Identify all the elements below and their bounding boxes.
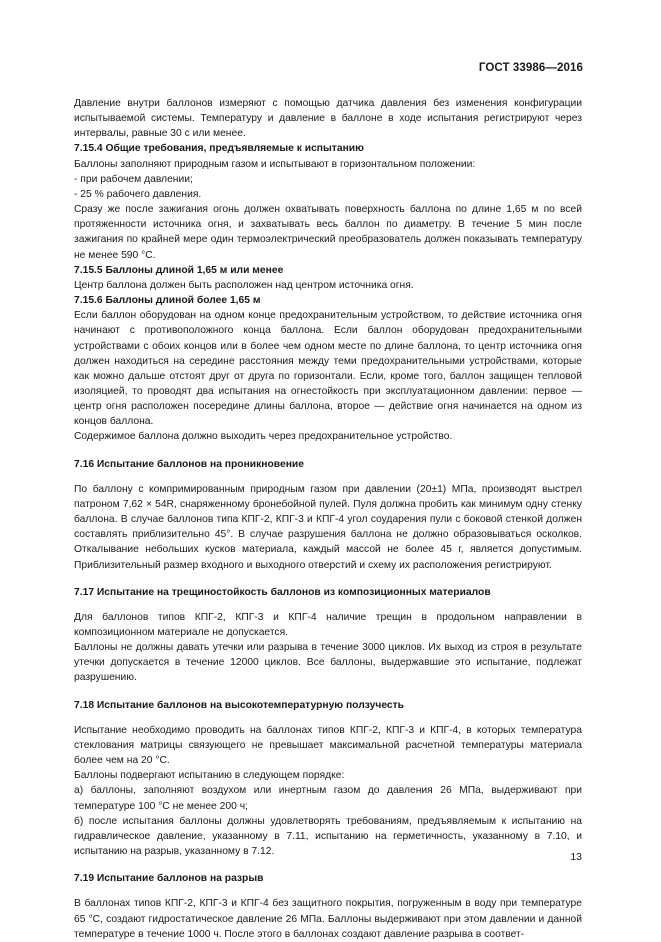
section-heading-7-19: 7.19 Испытание баллонов на разрыв [74,873,264,885]
paragraph: Баллоны заполняют природным газом и испытывают в горизонтальном положении: [74,158,476,170]
page-number: 13 [570,851,582,863]
section-heading-7-17: 7.17 Испытание на трещиностойкость баллонов из композиционных материалов [74,586,491,598]
list-item: - 25 % рабочего давления. [74,188,202,200]
document-body [74,96,582,942]
page-header: ГОСТ 33986—2016 [478,62,583,74]
paragraph: Сразу же после зажигания огонь должен охватывать поверхность баллона по длине 1,65 м по всей протяженности источника огня, и захватывать весь баллон по диаметру. В течение 5 мин после зажигания по крайней мере один термоэлектрический преобразователь должен показывать температуру не менее 590 °С. [74,204,582,261]
list-item: б) после испытания баллоны должны удовлетворять требованиям, предъявляемым к испытанию на гидравлическое давление, указанному в 7.11, испытанию на герметичность, указанному в 7.10, и испытанию на разрыв, указанному в 7.12. [74,815,582,858]
paragraph: Баллоны подвергают испытанию в следующем порядке: [74,770,345,782]
paragraph: В баллонах типов КПГ-2, КПГ-3 и КПГ-4 без защитного покрытия, погруженным в воду при температуре 65 °С, создают гидростатическое давление 26 МПа. Баллоны выдерживают при этом давлении и данной температуре в течение 1000 ч. После этого в баллонах создают давление разрыва в соответ- [74,898,582,940]
paragraph: Содержимое баллона должно выходить через предохранительное устройство. [74,431,453,443]
paragraph: Давление внутри баллонов измеряют с помощью датчика давления без изменения конфигурации испытываемой системы. Температуру и давление в баллоне в ходе испытания регистрируют через интервалы, равные 30 с или менее. [74,98,582,140]
section-heading-7-18: 7.18 Испытание баллонов на высокотемпературную ползучесть [74,699,405,711]
subsection-heading-7-15-6: 7.15.6 Баллоны длиной более 1,65 м [74,295,261,307]
paragraph: Центр баллона должен быть расположен над центром источника огня. [74,279,414,291]
paragraph: Для баллонов типов КПГ-2, КПГ-3 и КПГ-4 наличие трещин в продольном направлении в композиционном материале не допускается. [74,611,582,638]
list-item: а) баллоны, заполняют воздухом или инертным газом до давления 26 МПа, выдерживают при температуре 100 °С не менее 200 ч; [74,785,582,812]
paragraph: Испытание необходимо проводить на баллонах типов КПГ-2, КПГ-3 и КПГ-4, в которых температура стеклования матрицы связующего не превышает максимальной расчетной температуры материала более чем на 20 °С. [74,724,582,767]
paragraph: По баллону с компримированным природным газом при давлении (20±1) МПа, производят выстрел патроном 7,62 × 54R, снаряженному бронебойной пулей. Пуля должна пробить как минимум одну стенку баллона. В случае баллонов типа КПГ-2, КПГ-3 и КПГ-4 угол соударения пули с боковой стенкой должен составлять приблизительно 45°. В случае разрушения баллона не должно образовываться осколков. Откалывание небольших кусков материала, каждый массой не более 45 г, является допустимым. Приблизительный размер входного и выходного отверстий и схему их расположения регистрируют. [74,483,582,571]
subsection-heading-7-15-5: 7.15.5 Баллоны длиной 1,65 м или менее [74,264,284,276]
paragraph: Если баллон оборудован на одном конце предохранительным устройством, то действие источника огня начинают с противоположного конца баллона. Если баллон оборудован предохранительными устройствами с обоих концов или в более чем одном месте по длине баллона, то центр источника огня должен находиться на середине расстояния между теми предохранительными устройствами, которые как можно дальше отстоят друг от друга по горизонтали. Если, кроме того, баллон защищен тепловой изоляцией, то проводят два испытания на огнестойкость при эксплуатационном давлении: первое — центр огня расположен посередине длины баллона, второе — действие огня начинается на одном из концов баллона. [74,310,582,428]
section-heading-7-16: 7.16 Испытание баллонов на проникновение [74,458,304,470]
subsection-heading-7-15-4: 7.15.4 Общие требования, предъявляемые к испытанию [74,143,364,155]
paragraph: Баллоны не должны давать утечки или разрыва в течение 3000 циклов. Их выход из строя в результате утечки допускается в течение 12000 циклов. Все баллоны, выдержавшие это испытание, подлежат разрушению. [74,642,582,684]
list-item: - при рабочем давлении; [74,173,193,185]
